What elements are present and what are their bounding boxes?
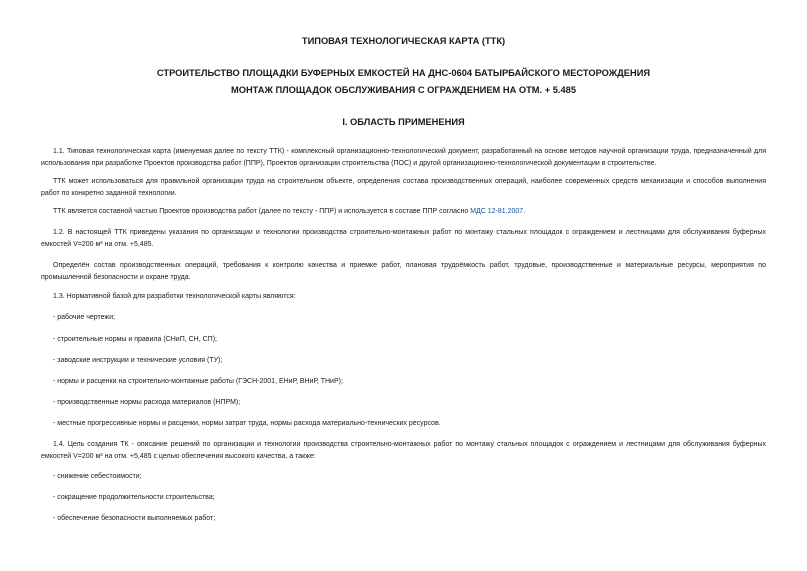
list-item: - нормы и расценки на строительно-монтажные работы (ГЭСН-2001, ЕНиР, ВНиР, ТНиР); — [53, 378, 343, 385]
paragraph-ttk-usage: ТТК может использоваться для правильной организации труда на строительном объекте, определения состава производственных операций, наиболее современных средств механизации и способов выполнения работ по конкретно заданной технологии. — [41, 178, 766, 197]
list-item: - производственные нормы расхода материалов (НПРМ); — [53, 399, 241, 406]
list-item: - обеспечение безопасности выполняемых работ; — [53, 515, 216, 522]
list-item: - заводские инструкции и технические условия (ТУ); — [53, 357, 223, 364]
list-item: - строительные нормы и правила (СНиП, СН, СП); — [53, 336, 217, 343]
paragraph-ttk-ppr — [41, 206, 766, 218]
paragraph-operations: Определён состав производственных операций, требования к контролю качества и приемке работ, плановая трудоёмкость работ, трудовые, производственные и материальные ресурсы, мероприятия по промышленной безопасности и охране труда. — [41, 262, 766, 281]
paragraph-1-2: 1.2. В настоящей ТТК приведены указания по организации и технологии производства строительно-монтажных работ по монтажу стальных площадок с ограждением и лестницами для обслуживания буферных емкостей V=200 м³ на отм. +5,485. — [41, 229, 766, 248]
document-title: ТИПОВАЯ ТЕХНОЛОГИЧЕСКАЯ КАРТА (ТТК) — [301, 36, 506, 46]
document-subtitle-object: СТРОИТЕЛЬСТВО ПЛОЩАДКИ БУФЕРНЫХ ЕМКОСТЕЙ НА ДНС-0604 БАТЫРБАЙСКОГО МЕСТОРОЖДЕНИЯ — [156, 68, 651, 78]
section-heading: I. ОБЛАСТЬ ПРИМЕНЕНИЯ — [342, 117, 465, 127]
paragraph-1-1: 1.1. Типовая технологическая карта (именуемая далее по тексту ТТК) - комплексный организационно-технологический документ, разработанный на основе методов научной организации труда, предназначенный для использования при разработке Проектов производства работ (ППР), Проектов организации строительства (ПОС) и другой организационно-технологической документации в строительстве. — [41, 148, 766, 167]
paragraph-1-4: 1.4. Цель создания ТК - описание решений по организации и технологии производства строительно-монтажных работ по монтажу стальных площадок с ограждением и лестницами для обслуживания буферных емкостей V=200 м³ на отм. +5,485 с целью обеспечения высокого качества, а также: — [41, 441, 766, 460]
list-item: - снижение себестоимости; — [53, 473, 142, 480]
paragraph-ttk-ppr-end: . — [523, 208, 526, 215]
paragraph-ttk-ppr-text: ТТК является составной частью Проектов производства работ (далее по тексту - ППР) и используется в составе ППР согласно — [53, 208, 471, 215]
paragraph-1-3: 1.3. Нормативной базой для разработки технологической карты являются: — [53, 293, 296, 300]
document-subtitle-work: МОНТАЖ ПЛОЩАДОК ОБСЛУЖИВАНИЯ С ОГРАЖДЕНИЕМ НА ОТМ. + 5.485 — [230, 85, 576, 95]
list-item: - местные прогрессивные нормы и расценки, нормы затрат труда, нормы расхода материально-технических ресурсов. — [53, 420, 441, 427]
list-item: - сокращение продолжительности строительства; — [53, 494, 215, 501]
list-item: - рабочие чертежи; — [53, 314, 115, 321]
mds-link[interactable]: МДС 12-81.2007 — [470, 208, 524, 215]
